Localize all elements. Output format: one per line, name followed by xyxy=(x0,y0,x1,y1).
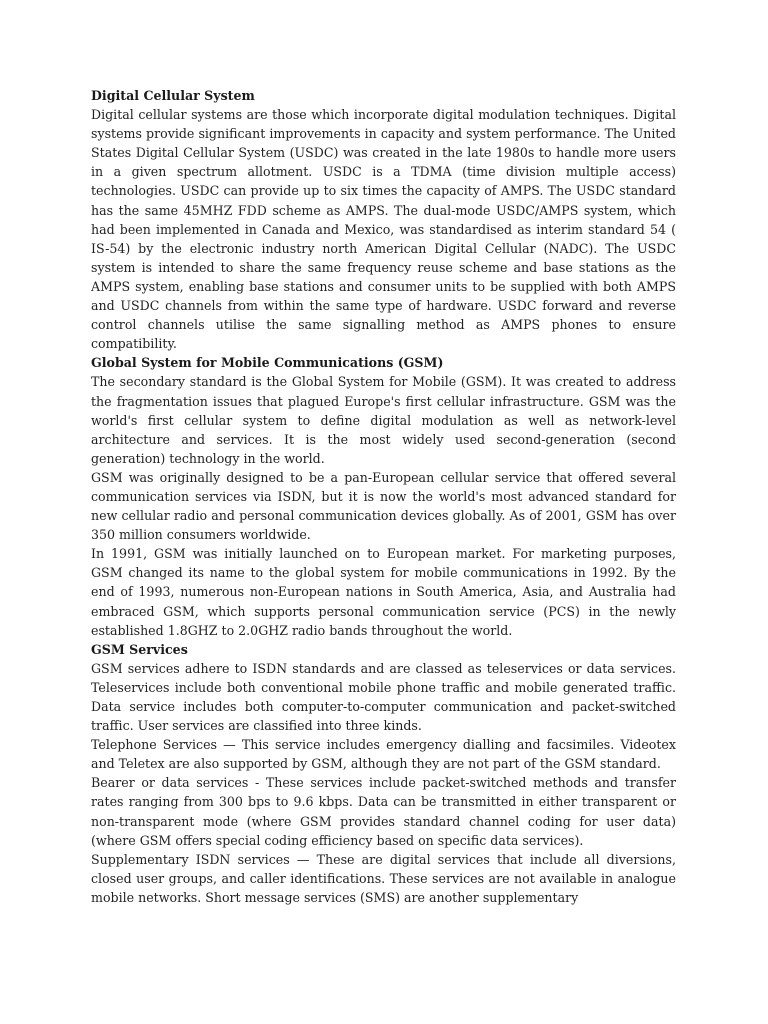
heading-gsm: Global System for Mobile Communications (GSM) xyxy=(91,355,444,371)
paragraph-supplementary-services: Supplementary ISDN services — These are digital services that include all diversions, closed user groups, and caller identifications. These services are not available in analogue mobile networks. Short message services (SMS) are another supplementary xyxy=(91,851,676,905)
paragraph-gsm-pan-european: GSM was originally designed to be a pan-European cellular service that offered several communication services via ISDN, but it is now the world's most advanced standard for new cellular radio and personal communication devices globally. As of 2001, GSM has over 350 million consumers worldwide. xyxy=(91,469,676,543)
document-page xyxy=(91,86,676,907)
paragraph-bearer-services: Bearer or data services - These services include packet-switched methods and transfer rates ranging from 300 bps to 9.6 kbps. Data can be transmitted in either transparent or non-transparent mode (where GSM provides standard channel coding for user data) (where GSM offers special coding efficiency based on specific data services). xyxy=(91,775,676,848)
paragraph-gsm-intro: The secondary standard is the Global System for Mobile (GSM). It was created to address the fragmentation issues that plagued Europe's first cellular infrastructure. GSM was the world's first cellular system to define digital modulation as well as network-level architecture and services. It is the most widely used second-generation (second generation) technology in the world. xyxy=(91,374,676,466)
paragraph-gsm-services: GSM services adhere to ISDN standards and are classed as teleservices or data services. Teleservices include both conventional mobile phone traffic and mobile generated traffic. Data service includes both computer-to-computer communication and packet-switched traffic. User services are classified into three kinds. xyxy=(91,660,676,734)
paragraph-telephone-services: Telephone Services — This service includes emergency dialling and facsimiles. Videotex and Teletex are also supported by GSM, although they are not part of the GSM standard. xyxy=(91,737,676,772)
heading-gsm-services: GSM Services xyxy=(91,641,188,657)
heading-digital-cellular-system: Digital Cellular System xyxy=(91,88,255,103)
paragraph-usdc: Digital cellular systems are those which incorporate digital modulation techniques. Digital systems provide significant improvements in capacity and system performance. The United States Digital Cellular System (USDC) was created in the late 1980s to handle more users in a given spectrum allotment. USDC is a TDMA (time division multiple access) technologies. USDC can provide up to six times the capacity of AMPS. The USDC standard has the same 45MHZ FDD scheme as AMPS. The dual-mode USDC/AMPS system, which had been implemented in Canada and Mexico, was standardised as interim standard 54 ( IS-54) by the electronic industry north American Digital Cellular (NADC). The USDC system is intended to share the same frequency reuse scheme and base stations as the AMPS system, enabling base stations and consumer units to be supplied with both AMPS and USDC channels from within the same type of hardware. USDC forward and reverse control channels utilise the same signalling method as AMPS phones to ensure compatibility. xyxy=(91,107,676,352)
paragraph-gsm-history: In 1991, GSM was initially launched on to European market. For marketing purposes, GSM changed its name to the global system for mobile communications in 1992. By the end of 1993, numerous non-European nations in South America, Asia, and Australia had embraced GSM, which supports personal communication service (PCS) in the newly established 1.8GHZ to 2.0GHZ radio bands throughout the world. xyxy=(91,546,676,638)
